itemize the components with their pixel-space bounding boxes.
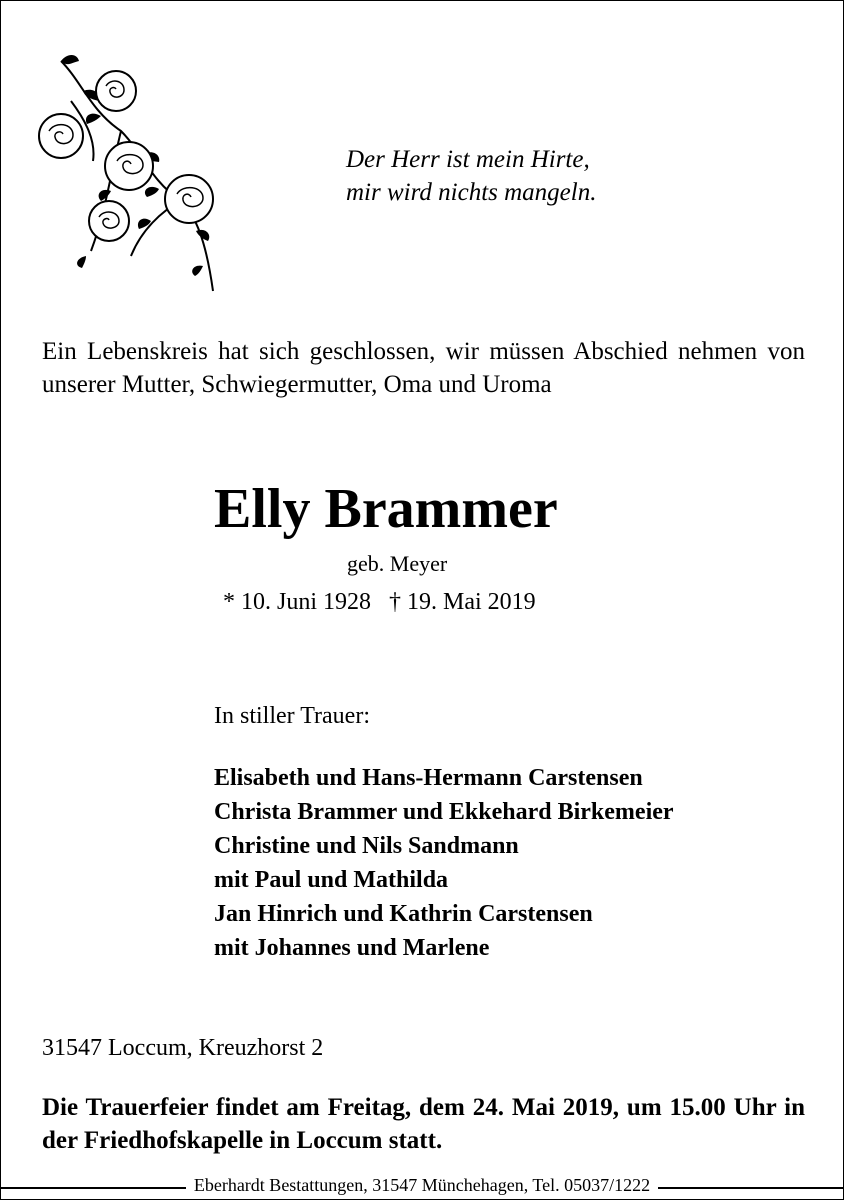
mourner-entry: Christine und Nils Sandmann: [214, 833, 519, 859]
ceremony-line-2: 15.00 Uhr in der Friedhofskapelle in Loccum statt.: [42, 1094, 806, 1154]
funeral-home-footer: [1, 1173, 843, 1197]
bible-verse: [346, 143, 596, 209]
funeral-home-info: Eberhardt Bestattungen, 31547 Münchehagen, Tel. 05037/1222: [186, 1175, 658, 1195]
mourner-entry: Jan Hinrich und Kathrin Carstensen: [214, 901, 593, 927]
intro-line-1: Ein Lebenskreis hat sich geschlossen, wir müssen Abschied: [42, 338, 668, 365]
mourner-entry: mit Paul und Mathilda: [214, 867, 449, 893]
mourner-entry: mit Johannes und Marlene: [214, 935, 490, 961]
verse-line-2: mir wird nichts mangeln.: [346, 179, 597, 206]
intro-line-2: nehmen von unserer Mutter, Schwiegermutter, Oma und Uroma: [42, 338, 806, 398]
mourner-entry: Christa Brammer und Ekkehard Birkemeier: [214, 799, 674, 825]
life-dates: * 10. Juni 1928 † 19. Mai 2019: [223, 589, 536, 615]
roses-illustration-icon: [31, 41, 246, 301]
mourning-label: In stiller Trauer:: [214, 703, 370, 729]
ceremony-line-1: Die Trauerfeier findet am Freitag, dem 24. Mai 2019, um: [42, 1094, 662, 1121]
maiden-name: geb. Meyer: [347, 551, 448, 576]
mourner-entry: Elisabeth und Hans-Hermann Carstensen: [214, 765, 643, 791]
mourners-list: [214, 761, 674, 965]
intro-text: [42, 335, 805, 401]
funeral-ceremony-info: [42, 1091, 805, 1157]
family-address: 31547 Loccum, Kreuzhorst 2: [42, 1035, 324, 1061]
verse-line-1: Der Herr ist mein Hirte,: [346, 146, 590, 173]
deceased-name: Elly Brammer: [214, 478, 558, 540]
